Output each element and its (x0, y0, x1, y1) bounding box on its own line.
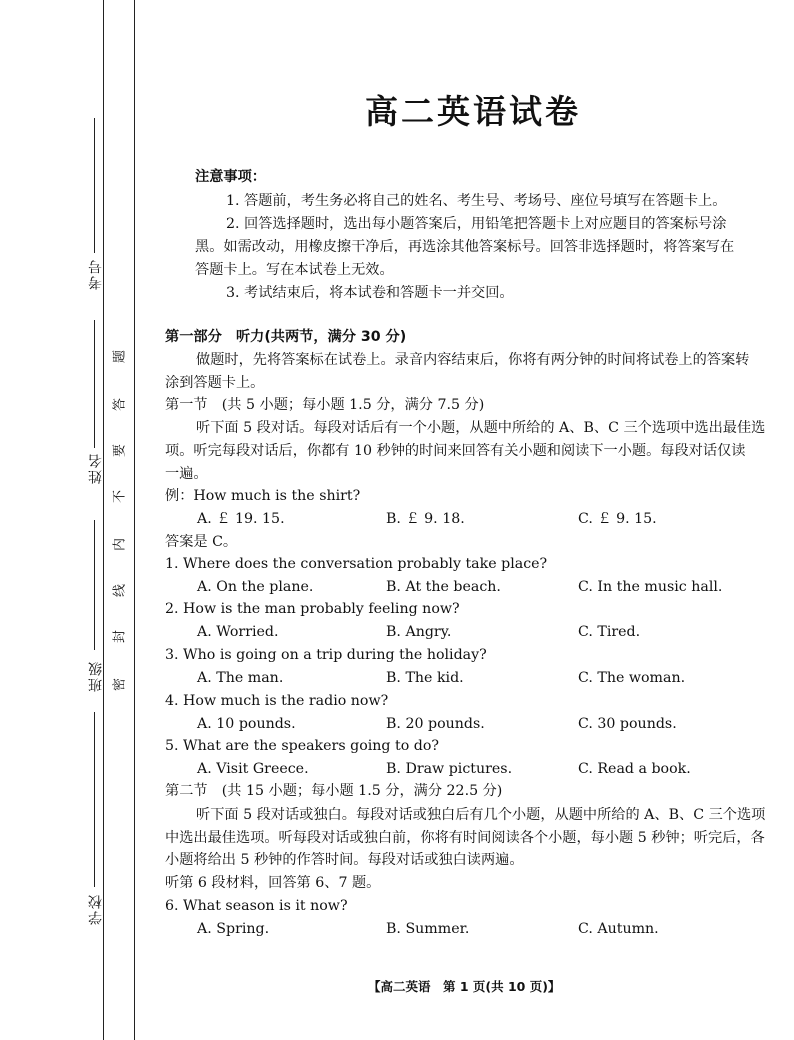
q2-option-c: C. Tired. (578, 624, 641, 640)
material-instruction: 听第 6 段材料，回答第 6、7 题。 (165, 875, 381, 891)
example-option-b: B. ￡ 9. 18. (386, 511, 465, 527)
page-footer: 【高二英语 第 1 页(共 10 页)】 (368, 979, 561, 994)
school-label: 学校 (88, 893, 104, 925)
section1-intro-1: 听下面 5 段对话。每段对话后有一个小题，从题中所给的 A、B、C 三个选项中选出最佳选 (196, 420, 766, 436)
q3-option-a: A. The man. (197, 670, 284, 686)
section2-intro-1: 听下面 5 段对话或独白。每段对话或独白后有几个小题，从题中所给的 A、B、C 三个选项 (196, 807, 766, 823)
q4-option-c: C. 30 pounds. (578, 716, 677, 732)
q1-option-b: B. At the beach. (386, 579, 501, 595)
example-question: 例：How much is the shirt? (165, 488, 361, 504)
q6-option-c: C. Autumn. (578, 921, 659, 937)
section2-heading: 第二节 (共 15 小题；每小题 1.5 分，满分 22.5 分) (165, 783, 503, 799)
seal-char-2: 封 (112, 630, 128, 644)
seal-char-8: 题 (112, 350, 128, 364)
section1-intro-3: 一遍。 (165, 466, 208, 482)
q6-option-b: B. Summer. (386, 921, 470, 937)
q1-option-a: A. On the plane. (197, 579, 314, 595)
q3-option-c: C. The woman. (578, 670, 686, 686)
q6-option-a: A. Spring. (197, 921, 270, 937)
class-blank (94, 520, 95, 650)
section2-intro-2: 中选出最佳选项。听每段对话或独白前，你将有时间阅读各个小题，每小题 5 秒钟；听完后，各 (165, 830, 765, 846)
notice-line-3: 黑。如需改动，用橡皮擦干净后，再选涂其他答案标号。回答非选择题时，将答案写在 (195, 239, 735, 255)
name-label: 姓名 (88, 452, 104, 484)
q2-option-b: B. Angry. (386, 624, 452, 640)
question-2: 2. How is the man probably feeling now? (165, 601, 460, 617)
notice-line-4: 答题卡上。写在本试卷上无效。 (195, 262, 394, 278)
question-3: 3. Who is going on a trip during the holiday? (165, 647, 487, 663)
notice-line-5: 3. 考试结束后，将本试卷和答题卡一并交回。 (226, 285, 514, 301)
exam-number-label: 考号 (88, 258, 104, 290)
section2-intro-3: 小题将给出 5 秒钟的作答时间。每段对话或独白读两遍。 (165, 852, 524, 868)
seal-char-4: 内 (112, 538, 128, 552)
question-6: 6. What season is it now? (165, 898, 348, 914)
question-4: 4. How much is the radio now? (165, 693, 389, 709)
q2-option-a: A. Worried. (197, 624, 279, 640)
exam-number-blank (94, 118, 95, 253)
seal-char-1: 密 (112, 678, 128, 692)
example-answer: 答案是 C。 (165, 534, 238, 550)
q4-option-a: A. 10 pounds. (197, 716, 296, 732)
q4-option-b: B. 20 pounds. (386, 716, 485, 732)
name-blank (94, 320, 95, 448)
q1-option-c: C. In the music hall. (578, 579, 723, 595)
paper-title: 高二英语试卷 (365, 92, 581, 131)
q3-option-b: B. The kid. (386, 670, 464, 686)
notice-line-1: 1. 答题前，考生务必将自己的姓名、考生号、考场号、座位号填写在答题卡上。 (226, 193, 727, 209)
section1-heading: 第一节 (共 5 小题；每小题 1.5 分，满分 7.5 分) (165, 397, 485, 413)
question-1: 1. Where does the conversation probably take place? (165, 556, 548, 572)
part1-intro-1: 做题时，先将答案标在试卷上。录音内容结束后，你将有两分钟的时间将试卷上的答案转 (196, 352, 750, 368)
notice-heading: 注意事项： (195, 169, 266, 185)
seal-char-3: 线 (112, 584, 128, 598)
binding-line-outer (103, 0, 104, 1040)
notice-line-2: 2. 回答选择题时，选出每小题答案后，用铅笔把答题卡上对应题目的答案标号涂 (226, 216, 727, 232)
q5-option-a: A. Visit Greece. (197, 761, 309, 777)
part1-heading: 第一部分 听力(共两节，满分 30 分) (165, 329, 407, 345)
class-label: 班级 (88, 660, 104, 692)
seal-char-7: 答 (112, 398, 128, 412)
example-option-c: C. ￡ 9. 15. (578, 511, 657, 527)
q5-option-c: C. Read a book. (578, 761, 691, 777)
seal-char-6: 要 (112, 444, 128, 458)
section1-intro-2: 项。听完每段对话后，你都有 10 秒钟的时间来回答有关小题和阅读下一小题。每段对话仅读 (165, 443, 746, 459)
seal-char-5: 不 (112, 490, 128, 504)
school-blank (94, 712, 95, 887)
part1-intro-2: 涂到答题卡上。 (165, 375, 265, 391)
question-5: 5. What are the speakers going to do? (165, 738, 439, 754)
binding-line-inner (134, 0, 135, 1040)
q5-option-b: B. Draw pictures. (386, 761, 513, 777)
example-option-a: A. ￡ 19. 15. (197, 511, 285, 527)
